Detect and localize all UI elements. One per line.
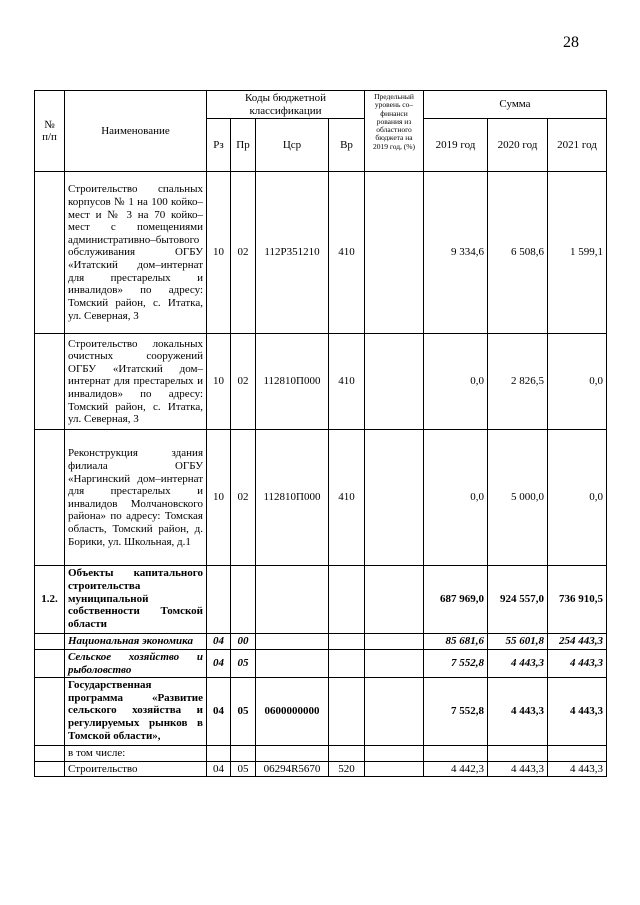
cell-2020 (488, 746, 548, 762)
cell-rz: 10 (207, 334, 231, 430)
cell-2021: 736 910,5 (548, 566, 607, 634)
cell-2019: 4 442,3 (424, 761, 488, 777)
table-row (35, 430, 607, 566)
cell-pr (231, 566, 256, 634)
cell-num: 1.2. (35, 566, 65, 634)
cell-csr: 06294R5670 (256, 761, 329, 777)
table-row (35, 761, 607, 777)
cell-num (35, 746, 65, 762)
cell-vr: 520 (329, 761, 365, 777)
cell-name: Реконструкция здания филиала ОГБУ «Наргинский дом–интернат для престарелых и инвалидов Молчановского района» по адресу: Томская область, Томский район, д. Борики, ул. Школьная, д.1 (65, 430, 207, 566)
cell-2021 (548, 746, 607, 762)
cell-2019: 0,0 (424, 430, 488, 566)
table-row (35, 566, 607, 634)
cell-2021: 4 443,3 (548, 761, 607, 777)
cell-name: Объекты капитального строительства муниципальной собственности Томской области (65, 566, 207, 634)
cell-2019 (424, 746, 488, 762)
cell-2019: 7 552,8 (424, 649, 488, 677)
cell-2020: 4 443,3 (488, 678, 548, 746)
cell-pr: 05 (231, 649, 256, 677)
cell-rz: 10 (207, 172, 231, 334)
cell-name: Строительство (65, 761, 207, 777)
header-pr: Пр (231, 119, 256, 172)
cell-num (35, 634, 65, 650)
cell-vr: 410 (329, 430, 365, 566)
cell-2021: 0,0 (548, 334, 607, 430)
cell-2021: 4 443,3 (548, 678, 607, 746)
cell-2019: 7 552,8 (424, 678, 488, 746)
cell-pr: 05 (231, 761, 256, 777)
cell-name: Строительство спальных корпусов № 1 на 100 койко–мест и № 3 на 70 койко–мест с помещениями административно–бытового обслуживания ОГБУ «Итатский дом–интернат для престарелых и инвалидов» по адресу: Томский район, с. Итатка, ул. Северная, 3 (65, 172, 207, 334)
cell-rz: 04 (207, 634, 231, 650)
cell-2020: 6 508,6 (488, 172, 548, 334)
cell-vr (329, 634, 365, 650)
cell-level (365, 172, 424, 334)
cell-2020: 5 000,0 (488, 430, 548, 566)
cell-2020: 4 443,3 (488, 649, 548, 677)
cell-num (35, 678, 65, 746)
cell-vr (329, 649, 365, 677)
cell-level (365, 678, 424, 746)
cell-pr (231, 746, 256, 762)
table-row (35, 746, 607, 762)
cell-rz (207, 746, 231, 762)
budget-table (34, 90, 607, 777)
page-number: 28 (563, 34, 579, 51)
cell-num (35, 430, 65, 566)
cell-num (35, 334, 65, 430)
table-row (35, 172, 607, 334)
cell-csr: 112810П000 (256, 430, 329, 566)
header-csr: Цср (256, 119, 329, 172)
cell-csr (256, 746, 329, 762)
cell-2020: 4 443,3 (488, 761, 548, 777)
header-codes: Коды бюджетной классификации (207, 91, 365, 119)
cell-num (35, 649, 65, 677)
cell-rz: 04 (207, 649, 231, 677)
cell-level (365, 430, 424, 566)
cell-num (35, 761, 65, 777)
cell-2021: 254 443,3 (548, 634, 607, 650)
cell-2021: 1 599,1 (548, 172, 607, 334)
cell-vr (329, 566, 365, 634)
cell-2019: 85 681,6 (424, 634, 488, 650)
cell-pr: 00 (231, 634, 256, 650)
cell-csr (256, 566, 329, 634)
cell-level (365, 746, 424, 762)
table-row (35, 634, 607, 650)
cell-2020: 924 557,0 (488, 566, 548, 634)
cell-level (365, 334, 424, 430)
cell-2021: 0,0 (548, 430, 607, 566)
table-row (35, 334, 607, 430)
cell-csr (256, 634, 329, 650)
cell-2020: 2 826,5 (488, 334, 548, 430)
cell-csr: 112810П000 (256, 334, 329, 430)
cell-name: в том числе: (65, 746, 207, 762)
cell-rz: 10 (207, 430, 231, 566)
header-2019: 2019 год (424, 119, 488, 172)
cell-pr: 02 (231, 334, 256, 430)
cell-2019: 687 969,0 (424, 566, 488, 634)
cell-level (365, 761, 424, 777)
header-2021: 2021 год (548, 119, 607, 172)
table-row (35, 649, 607, 677)
cell-name: Национальная экономика (65, 634, 207, 650)
header-cofinancing-level: Предельный уровень со–финанси рования из областного бюджета на 2019 год, (%) (365, 91, 424, 172)
cell-rz (207, 566, 231, 634)
cell-vr: 410 (329, 334, 365, 430)
cell-2021: 4 443,3 (548, 649, 607, 677)
cell-level (365, 634, 424, 650)
header-sum: Сумма (424, 91, 607, 119)
cell-name: Строительство локальных очистных сооружений ОГБУ «Итатский дом–интернат для престарелых и инвалидов» по адресу: Томский район, с. Итатка, ул. Северная, 3 (65, 334, 207, 430)
header-rz: Рз (207, 119, 231, 172)
cell-2019: 0,0 (424, 334, 488, 430)
cell-level (365, 649, 424, 677)
header-vr: Вр (329, 119, 365, 172)
cell-rz: 04 (207, 761, 231, 777)
cell-pr: 05 (231, 678, 256, 746)
table-row (35, 678, 607, 746)
header-num: № п/п (35, 91, 65, 172)
cell-level (365, 566, 424, 634)
cell-2020: 55 601,8 (488, 634, 548, 650)
cell-num (35, 172, 65, 334)
cell-rz: 04 (207, 678, 231, 746)
cell-vr (329, 746, 365, 762)
cell-csr: 112P351210 (256, 172, 329, 334)
header-name: Наименование (65, 91, 207, 172)
cell-csr (256, 649, 329, 677)
cell-csr: 0600000000 (256, 678, 329, 746)
cell-name: Государственная программа «Развитие сельского хозяйства и регулируемых рынков в Томской области», (65, 678, 207, 746)
cell-pr: 02 (231, 430, 256, 566)
cell-name: Сельское хозяйство и рыболовство (65, 649, 207, 677)
cell-2019: 9 334,6 (424, 172, 488, 334)
header-2020: 2020 год (488, 119, 548, 172)
cell-vr: 410 (329, 172, 365, 334)
cell-pr: 02 (231, 172, 256, 334)
cell-vr (329, 678, 365, 746)
